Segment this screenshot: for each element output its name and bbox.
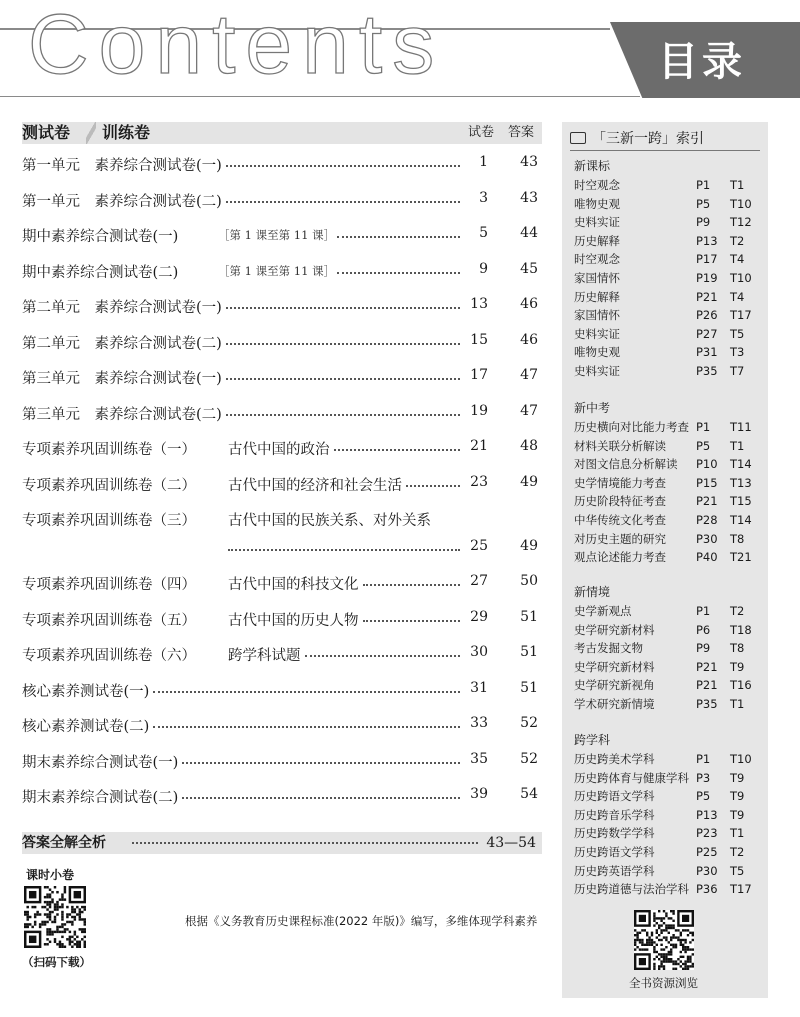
toc-row-answer: 52 — [520, 715, 538, 731]
index-item[interactable] — [574, 195, 764, 214]
toc-row-page: 19 — [470, 402, 488, 419]
index-item[interactable] — [574, 750, 764, 769]
index-item-question: T14 — [730, 457, 752, 472]
toc-row-subtitle: 古代中国的科技文化 — [228, 573, 361, 594]
index-item-name: 史学研究新材料 — [574, 622, 655, 637]
index-item-page: P31 — [696, 345, 718, 360]
toc-row-page: 1 — [479, 154, 488, 170]
toc-head-right: 训练卷 — [102, 123, 151, 142]
index-item-name: 中华传统文化考查 — [574, 512, 666, 527]
toc-row-title: 核心素养测试卷(二) — [22, 715, 151, 736]
index-item-page: P26 — [696, 308, 718, 323]
toc-row[interactable] — [22, 399, 542, 435]
toc-row-answer: 47 — [520, 402, 538, 419]
page-header — [0, 0, 800, 100]
index-panel-rule — [570, 150, 760, 151]
toc-row[interactable] — [22, 292, 542, 328]
leader-dots — [337, 270, 460, 274]
toc-row-answer: 49 — [520, 473, 538, 490]
toc-row-subtitle: 古代中国的历史人物 — [228, 609, 361, 630]
toc-row-title: 第一单元 素养综合测试卷(二) — [22, 190, 224, 211]
index-item[interactable] — [574, 676, 764, 695]
index-item-name: 历史跨美术学科 — [574, 752, 655, 766]
index-group-title: 跨学科 — [574, 733, 611, 747]
index-item-name: 历史解释 — [574, 289, 620, 304]
index-item-name: 史学新观点 — [574, 604, 632, 618]
toc-row[interactable] — [22, 640, 542, 676]
col-paper-label: 试卷 — [468, 125, 495, 140]
index-item-page: P5 — [696, 789, 711, 804]
index-item-question: T1 — [730, 438, 745, 453]
toc-row-page: 21 — [470, 438, 488, 454]
leader-dots — [305, 653, 460, 657]
index-item-name: 对历史主题的研究 — [574, 531, 666, 546]
toc-row[interactable] — [22, 434, 542, 470]
toc-row[interactable] — [22, 747, 542, 783]
index-item-page: P21 — [696, 494, 718, 509]
toc-row[interactable] — [22, 676, 542, 712]
toc-row-title: 专项素养巩固训练卷（一） — [22, 438, 198, 459]
index-item-page: P1 — [696, 604, 711, 618]
toc-row[interactable] — [22, 221, 542, 257]
answers-range: 43—54 — [486, 835, 536, 851]
col-answer-label: 答案 — [508, 125, 535, 140]
toc-row-answer: 46 — [520, 331, 538, 348]
index-item[interactable] — [574, 288, 764, 307]
index-item-name: 考古发掘文物 — [574, 641, 643, 656]
index-group-title: 新情境 — [574, 585, 611, 599]
index-item-question: T5 — [730, 863, 745, 878]
toc-row-title: 专项素养巩固训练卷（二） — [22, 474, 198, 495]
index-item-name: 史料实证 — [574, 215, 620, 230]
index-item-question: T9 — [730, 770, 745, 785]
toc-row-page: 33 — [470, 715, 488, 731]
leader-dots — [226, 163, 460, 167]
toc-row-page: 17 — [470, 367, 488, 383]
index-item-question: T8 — [730, 641, 745, 656]
index-item[interactable] — [574, 418, 764, 437]
index-item[interactable] — [574, 862, 764, 881]
index-item-question: T5 — [730, 326, 745, 341]
toc-row-answer: 48 — [520, 438, 538, 454]
index-item-page: P5 — [696, 196, 711, 211]
index-item-name: 历史横向对比能力考查 — [574, 420, 689, 434]
toc-head-separator — [86, 122, 96, 144]
toc-row[interactable] — [22, 470, 542, 506]
toc-head-left: 测试卷 — [22, 123, 71, 142]
toc-row-page: 35 — [470, 750, 488, 767]
index-item[interactable] — [574, 843, 764, 862]
qr-left-label: 课时小卷 — [26, 868, 75, 882]
index-item-question: T2 — [730, 844, 745, 859]
index-item-question: T9 — [730, 789, 745, 804]
index-item-page: P28 — [696, 512, 718, 527]
index-item-question: T4 — [730, 289, 745, 304]
toc-row-page: 25 — [470, 538, 488, 554]
index-item[interactable] — [574, 548, 764, 567]
toc-row-answer: 51 — [520, 608, 538, 625]
index-item-question: T1 — [730, 178, 745, 192]
index-panel — [562, 122, 768, 998]
index-item-question: T18 — [730, 622, 752, 637]
index-item-page: P19 — [696, 270, 718, 285]
index-group-title: 新中考 — [574, 401, 611, 415]
index-item-page: P21 — [696, 659, 718, 674]
toc-row-note: ［第 1 课至第 11 课］ — [218, 228, 336, 242]
index-item-page: P21 — [696, 289, 718, 304]
index-group — [574, 582, 764, 714]
index-item-name: 对图文信息分析解读 — [574, 457, 678, 472]
index-item-page: P40 — [696, 550, 718, 565]
toc-row-page: 30 — [470, 644, 488, 660]
toc-row[interactable] — [22, 605, 542, 641]
toc-row-page: 27 — [470, 573, 488, 589]
index-item-page: P35 — [696, 363, 718, 378]
index-item-question: T10 — [730, 196, 752, 211]
toc-row-title: 第二单元 素养综合测试卷(一) — [22, 296, 224, 317]
leader-dots — [226, 305, 460, 309]
footnote: 根据《义务教育历史课程标准(2022 年版)》编写，多维体现学科素养 — [185, 914, 538, 928]
leader-dots — [228, 547, 460, 551]
index-item[interactable] — [574, 269, 764, 288]
toc-row-title: 第三单元 素养综合测试卷(二) — [22, 403, 224, 424]
toc-row-answer: 43 — [520, 154, 538, 170]
index-item[interactable] — [574, 343, 764, 362]
index-item[interactable] — [574, 658, 764, 677]
toc-row[interactable] — [22, 569, 542, 605]
index-item-question: T17 — [730, 308, 752, 323]
toc-row-answer: 47 — [520, 367, 538, 383]
index-item[interactable] — [574, 530, 764, 549]
index-item-page: P23 — [696, 826, 718, 841]
qr-left-caption: （扫码下载） — [22, 955, 91, 969]
index-item-question: T21 — [730, 550, 752, 565]
toc-row-page: 5 — [479, 225, 488, 241]
index-item[interactable] — [574, 455, 764, 474]
index-item-name: 学术研究新情境 — [574, 696, 655, 711]
index-item-question: T16 — [730, 678, 752, 693]
toc-row-title: 核心素养测试卷(一) — [22, 680, 151, 701]
index-item-question: T11 — [730, 420, 752, 434]
index-item-page: P30 — [696, 863, 718, 878]
index-item-question: T13 — [730, 475, 752, 490]
toc-row-subtitle: 跨学科试题 — [228, 644, 303, 665]
index-item-question: T10 — [730, 270, 752, 285]
toc-row-page: 3 — [479, 189, 488, 206]
toc-row-title: 专项素养巩固训练卷（四） — [22, 573, 198, 594]
index-item-question: T2 — [730, 233, 745, 248]
index-item-name: 史料实证 — [574, 326, 620, 341]
leader-dots — [226, 199, 460, 203]
index-item[interactable] — [574, 621, 764, 640]
leader-dots — [226, 341, 460, 345]
index-item[interactable] — [574, 880, 764, 899]
index-item[interactable] — [574, 437, 764, 456]
index-item-name: 历史跨体育与健康学科 — [574, 770, 689, 785]
toc-rows — [22, 150, 542, 818]
index-item[interactable] — [574, 602, 764, 621]
index-item-page: P15 — [696, 475, 718, 490]
index-item-page: P17 — [696, 252, 718, 267]
index-item-question: T8 — [730, 531, 745, 546]
index-item[interactable] — [574, 511, 764, 530]
answers-title: 答案全解全析 — [22, 835, 106, 851]
toc-row-title: 第一单元 素养综合测试卷(一) — [22, 154, 224, 175]
index-item-name: 家国情怀 — [574, 308, 620, 323]
index-item[interactable] — [574, 787, 764, 806]
index-item-page: P25 — [696, 844, 718, 859]
toc-header — [22, 122, 542, 144]
toc-row-note: ［第 1 课至第 11 课］ — [218, 263, 336, 278]
index-item[interactable] — [574, 213, 764, 232]
index-item-name: 唯物史观 — [574, 345, 620, 360]
toc-row-answer: 49 — [520, 538, 538, 554]
toc-row-subtitle: 古代中国的经济和社会生活 — [228, 474, 404, 495]
toc-row-title: 期中素养综合测试卷(二) — [22, 261, 180, 282]
qr-code-icon[interactable] — [24, 886, 86, 948]
index-item[interactable] — [574, 176, 764, 195]
index-item[interactable] — [574, 695, 764, 714]
toc-row-title: 专项素养巩固训练卷（六） — [22, 644, 198, 665]
leader-dots — [182, 760, 460, 764]
toc-row-title: 专项素养巩固训练卷（五） — [22, 609, 198, 630]
leader-dots — [363, 618, 460, 622]
index-item-question: T9 — [730, 659, 745, 674]
toc-row[interactable] — [22, 186, 542, 222]
index-item[interactable] — [574, 250, 764, 269]
index-item-name: 观点论述能力考查 — [574, 550, 666, 565]
index-item-page: P13 — [696, 233, 718, 248]
toc-row-title: 第二单元 素养综合测试卷(二) — [22, 332, 224, 353]
toc-row-title: 期末素养综合测试卷(一) — [22, 751, 180, 772]
index-item-page: P5 — [696, 438, 711, 453]
index-group — [574, 730, 764, 899]
header-tab-label: 目录 — [658, 39, 746, 85]
index-item-name: 历史跨数学学科 — [574, 826, 655, 841]
index-item[interactable] — [574, 306, 764, 325]
index-item-name: 唯物史观 — [574, 196, 620, 211]
leader-dots — [153, 689, 460, 693]
toc-row-answer: 54 — [520, 786, 538, 802]
index-item-question: T12 — [730, 215, 752, 230]
index-item-page: P30 — [696, 531, 718, 546]
toc-row-title: 专项素养巩固训练卷（三） — [22, 509, 198, 530]
index-item-page: P27 — [696, 326, 718, 341]
index-group — [574, 398, 764, 567]
toc-row-answer: 50 — [520, 573, 538, 589]
toc-row[interactable] — [22, 711, 542, 747]
leader-dots — [334, 447, 460, 451]
index-item[interactable] — [574, 474, 764, 493]
index-item-question: T14 — [730, 512, 752, 527]
index-item[interactable] — [574, 639, 764, 658]
index-item-question: T17 — [730, 882, 752, 897]
toc-row-answer: 46 — [520, 296, 538, 312]
toc-row-title: 第三单元 素养综合测试卷(一) — [22, 367, 224, 388]
index-item-page: P35 — [696, 696, 718, 711]
answers-row[interactable] — [22, 832, 542, 854]
index-item-question: T1 — [730, 696, 745, 711]
index-item-name: 历史跨语文学科 — [574, 844, 655, 859]
index-panel-caption: 全书资源浏览 — [629, 976, 698, 990]
toc-row-title: 期中素养综合测试卷(一) — [22, 225, 180, 246]
toc-row-page: 9 — [479, 260, 488, 277]
index-item-name: 历史跨音乐学科 — [574, 807, 655, 822]
index-panel-title-text: 「三新一跨」索引 — [592, 131, 704, 147]
leader-dots — [337, 234, 460, 238]
index-item-name: 史料实证 — [574, 363, 620, 378]
index-item-question: T7 — [730, 363, 745, 378]
index-item-question: T4 — [730, 252, 745, 267]
index-item-name: 史学研究新材料 — [574, 659, 655, 674]
index-item[interactable] — [574, 492, 764, 511]
toc-row[interactable] — [22, 328, 542, 364]
index-item-question: T9 — [730, 807, 745, 822]
index-item-page: P10 — [696, 457, 718, 472]
toc-row[interactable] — [22, 257, 542, 293]
index-item[interactable] — [574, 362, 764, 381]
toc-row-page: 39 — [470, 786, 488, 802]
index-item[interactable] — [574, 325, 764, 344]
index-item-name: 史学研究新视角 — [574, 678, 655, 693]
leader-dots — [132, 842, 478, 844]
index-item-question: T10 — [730, 752, 752, 766]
index-item-page: P9 — [696, 215, 711, 230]
index-item[interactable] — [574, 769, 764, 788]
index-item-question: T15 — [730, 494, 752, 509]
index-item-page: P3 — [696, 770, 711, 785]
toc-row[interactable] — [22, 505, 542, 569]
leader-dots — [182, 795, 460, 799]
index-group — [574, 156, 764, 381]
index-item-page: P6 — [696, 622, 711, 637]
index-item[interactable] — [574, 824, 764, 843]
index-item-name: 史学情境能力考查 — [574, 475, 666, 490]
index-item-question: T2 — [730, 604, 745, 618]
index-item-page: P1 — [696, 178, 711, 192]
toc-row-page: 31 — [470, 679, 488, 696]
index-item-name: 历史跨英语学科 — [574, 863, 655, 878]
index-item-name: 时空观念 — [574, 252, 620, 267]
index-item-name: 历史跨道德与法治学科 — [574, 882, 689, 897]
toc-row-answer: 51 — [520, 644, 538, 660]
toc-row-page: 23 — [470, 473, 488, 490]
toc-row-subtitle: 古代中国的政治 — [228, 438, 332, 459]
index-item[interactable] — [574, 232, 764, 251]
index-item-page: P1 — [696, 420, 711, 434]
index-item-name: 家国情怀 — [574, 270, 620, 285]
index-item-name: 历史跨语文学科 — [574, 789, 655, 804]
toc-row-answer: 52 — [520, 750, 538, 767]
index-item-question: T1 — [730, 826, 745, 841]
toc-row-page: 15 — [470, 331, 488, 348]
index-item-page: P36 — [696, 882, 718, 897]
index-item-question: T3 — [730, 345, 745, 360]
index-item-name: 时空观念 — [574, 178, 620, 192]
index-item-page: P21 — [696, 678, 718, 693]
index-item-page: P13 — [696, 807, 718, 822]
leader-dots — [153, 724, 460, 728]
toc-row[interactable] — [22, 782, 542, 818]
index-panel-title — [570, 128, 704, 148]
toc-row-subtitle: 古代中国的民族关系、对外关系 — [228, 509, 433, 530]
header-underline — [0, 96, 640, 97]
toc-row-page: 13 — [470, 296, 488, 312]
index-item-name: 历史阶段特征考查 — [574, 494, 666, 509]
toc-row[interactable] — [22, 363, 542, 399]
toc-row-page: 29 — [470, 608, 488, 625]
toc-row-answer: 43 — [520, 189, 538, 206]
leader-dots — [226, 376, 460, 380]
book-icon — [570, 132, 586, 144]
toc-row-answer: 44 — [520, 225, 538, 241]
leader-dots — [406, 483, 460, 487]
index-item-name: 历史解释 — [574, 233, 620, 248]
toc-row[interactable] — [22, 150, 542, 186]
leader-dots — [363, 582, 460, 586]
table-of-contents — [22, 122, 542, 818]
toc-row-title: 期末素养综合测试卷(二) — [22, 786, 180, 807]
index-item-name: 材料关联分析解读 — [574, 438, 666, 453]
index-item-page: P9 — [696, 641, 711, 656]
index-item-page: P1 — [696, 752, 711, 766]
page-title: Contents — [28, 0, 445, 91]
index-item[interactable] — [574, 806, 764, 825]
leader-dots — [226, 412, 460, 416]
index-group-title: 新课标 — [574, 159, 611, 173]
toc-row-answer: 45 — [520, 260, 538, 277]
toc-row-answer: 51 — [520, 679, 538, 696]
qr-code-icon[interactable] — [634, 910, 694, 970]
